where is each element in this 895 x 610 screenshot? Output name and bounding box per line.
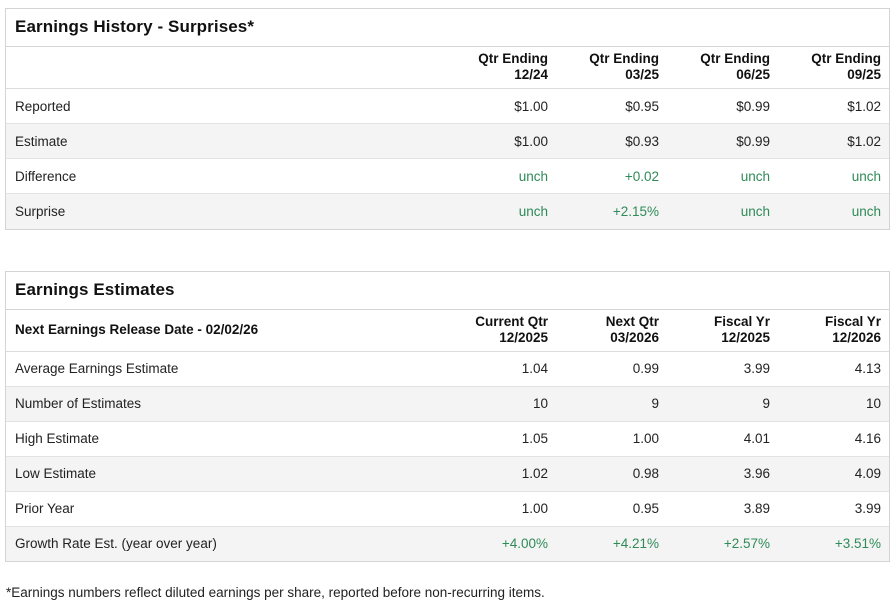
- table-row-reported: [6, 89, 889, 124]
- column-header-line1: Qtr Ending: [589, 51, 659, 66]
- cell-value: 4.13: [854, 361, 881, 376]
- row-label: Estimate: [6, 124, 445, 159]
- cell-value: 3.99: [778, 491, 889, 526]
- row-label: Prior Year: [6, 491, 445, 526]
- cell-value: 0.99: [632, 361, 659, 376]
- cell-value: +4.21%: [556, 526, 667, 561]
- column-header-line1: Fiscal Yr: [824, 313, 881, 329]
- column-header-line1: Qtr Ending: [811, 51, 881, 66]
- earnings-history-table: [6, 47, 889, 229]
- cell-value: 9: [556, 386, 667, 421]
- column-header-line2: 09/25: [847, 67, 881, 82]
- table-row-growth-rate-est: [6, 526, 889, 561]
- cell-value: $1.00: [445, 124, 556, 159]
- next-earnings-release-date: Next Earnings Release Date - 02/02/26: [6, 310, 445, 352]
- row-label: Surprise: [6, 194, 445, 229]
- header-spacer: [6, 47, 445, 89]
- cell-value: 3.96: [667, 456, 778, 491]
- row-label: Low Estimate: [6, 456, 445, 491]
- cell-value: +2.57%: [667, 526, 778, 561]
- column-header-current-qtr: [445, 310, 556, 352]
- column-header-qtr-0925: [778, 47, 889, 89]
- earnings-estimates-header-row: [6, 310, 889, 352]
- column-header-next-qtr: [556, 310, 667, 352]
- column-header-line2: 12/2025: [721, 329, 770, 345]
- column-header-line2: 12/2026: [832, 329, 881, 345]
- cell-value: 1.02: [445, 456, 556, 491]
- column-header-line1: Qtr Ending: [478, 51, 548, 66]
- column-header-fiscal-yr-2025: [667, 310, 778, 352]
- cell-value: 0.95: [556, 491, 667, 526]
- column-header-line1: Current Qtr: [475, 313, 548, 329]
- row-label: Average Earnings Estimate: [15, 361, 179, 376]
- cell-value: +3.51%: [778, 526, 889, 561]
- table-row-high-estimate: [6, 421, 889, 456]
- earnings-history-title: Earnings History - Surprises*: [6, 9, 889, 47]
- table-row-prior-year: [6, 491, 889, 526]
- cell-value: 3.99: [743, 361, 770, 376]
- row-label: Reported: [15, 98, 71, 114]
- column-header-line2: 03/2026: [610, 329, 659, 345]
- cell-value: 4.09: [778, 456, 889, 491]
- table-row-estimate: [6, 124, 889, 159]
- cell-value: $1.02: [778, 124, 889, 159]
- cell-value: +0.02: [556, 159, 667, 194]
- column-header-line1: Fiscal Yr: [713, 313, 770, 329]
- cell-value: $0.95: [625, 98, 659, 114]
- earnings-history-header-row: [6, 47, 889, 89]
- column-header-line2: 03/25: [625, 67, 659, 82]
- cell-value: 9: [667, 386, 778, 421]
- cell-value: +4.00%: [445, 526, 556, 561]
- cell-value: unch: [667, 194, 778, 229]
- cell-value: 10: [445, 386, 556, 421]
- row-label: Difference: [6, 159, 445, 194]
- cell-value: $0.99: [667, 124, 778, 159]
- cell-value: 10: [778, 386, 889, 421]
- table-row-number-of-estimates: [6, 386, 889, 421]
- row-label: Growth Rate Est. (year over year): [6, 526, 445, 561]
- table-row-low-estimate: [6, 456, 889, 491]
- column-header-fiscal-yr-2026: [778, 310, 889, 352]
- earnings-estimates-card: [5, 271, 890, 563]
- earnings-footnote: *Earnings numbers reflect diluted earnings per share, reported before non-recurring items.: [6, 585, 545, 600]
- cell-value: 1.00: [556, 421, 667, 456]
- cell-value: unch: [778, 159, 889, 194]
- cell-value: 1.05: [445, 421, 556, 456]
- cell-value: unch: [445, 194, 556, 229]
- cell-value: $0.93: [556, 124, 667, 159]
- table-row-difference: [6, 159, 889, 194]
- cell-value: 4.16: [778, 421, 889, 456]
- cell-value: $0.99: [736, 98, 770, 114]
- cell-value: 0.98: [556, 456, 667, 491]
- cell-value: unch: [667, 159, 778, 194]
- cell-value: 1.00: [445, 491, 556, 526]
- table-row-average-earnings-estimate: [6, 351, 889, 386]
- column-header-line1: Next Qtr: [605, 313, 659, 329]
- table-row-surprise: [6, 194, 889, 229]
- cell-value: 1.04: [521, 361, 548, 376]
- cell-value: 4.01: [667, 421, 778, 456]
- cell-value: unch: [778, 194, 889, 229]
- cell-value: $1.02: [847, 98, 881, 114]
- row-label: High Estimate: [6, 421, 445, 456]
- column-header-qtr-0325: [556, 47, 667, 89]
- row-label: Number of Estimates: [6, 386, 445, 421]
- column-header-qtr-1224: [445, 47, 556, 89]
- column-header-line2: 06/25: [736, 67, 770, 82]
- earnings-estimates-table: [6, 310, 889, 562]
- column-header-line2: 12/2025: [499, 329, 548, 345]
- earnings-history-card: [5, 8, 890, 230]
- cell-value: unch: [445, 159, 556, 194]
- earnings-estimates-title: Earnings Estimates: [6, 272, 889, 310]
- column-header-line2: 12/24: [514, 67, 548, 82]
- cell-value: 3.89: [667, 491, 778, 526]
- cell-value: $1.00: [514, 98, 548, 114]
- cell-value: +2.15%: [556, 194, 667, 229]
- column-header-line1: Qtr Ending: [700, 51, 770, 66]
- column-header-qtr-0625: [667, 47, 778, 89]
